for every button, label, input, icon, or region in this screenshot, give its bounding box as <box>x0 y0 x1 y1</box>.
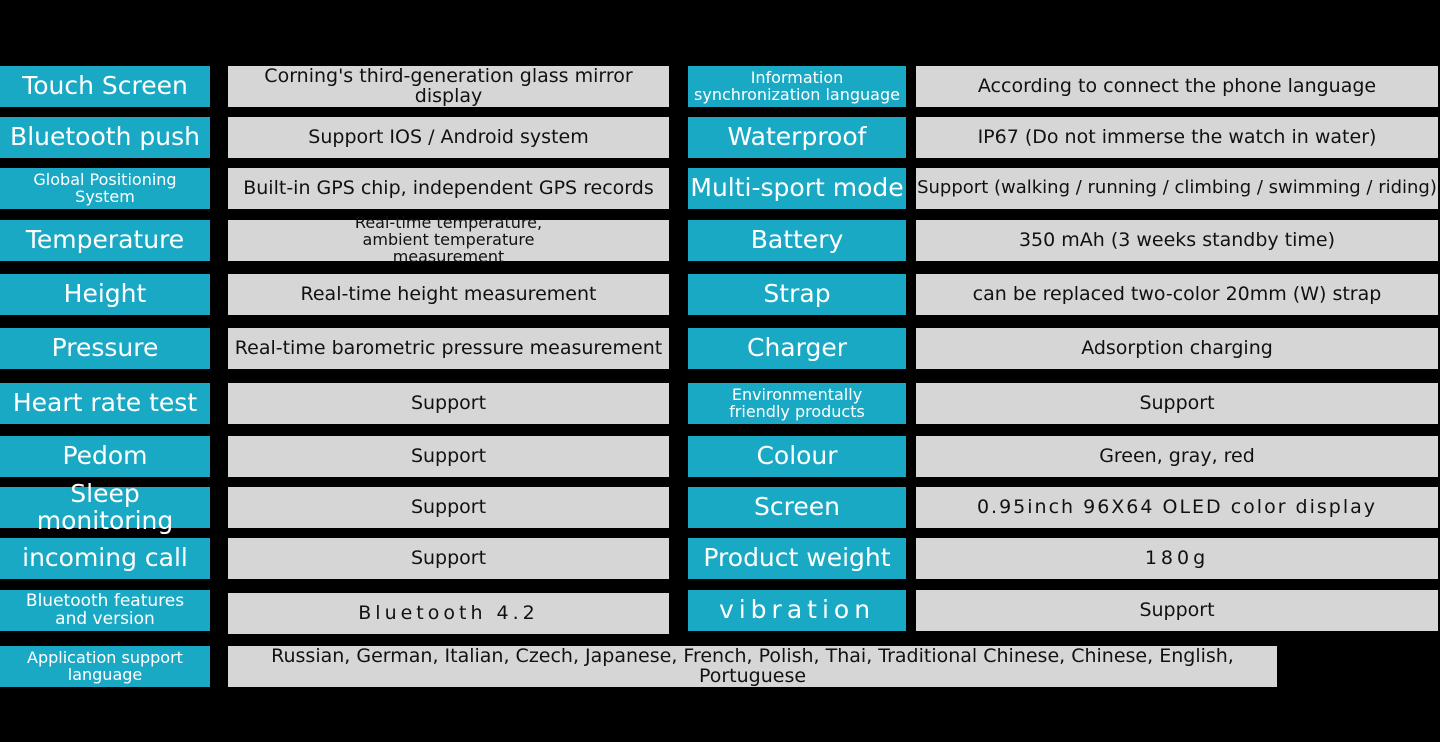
label-app-support-language: Application support language <box>0 646 210 687</box>
value-sleep-monitoring: Support <box>228 487 669 528</box>
label-waterproof: Waterproof <box>688 117 906 158</box>
value-colour: Green, gray, red <box>916 436 1438 477</box>
label-temperature: Temperature <box>0 220 210 261</box>
label-strap: Strap <box>688 274 906 315</box>
value-height: Real-time height measurement <box>228 274 669 315</box>
label-screen: Screen <box>688 487 906 528</box>
value-battery: 350 mAh (3 weeks standby time) <box>916 220 1438 261</box>
label-colour: Colour <box>688 436 906 477</box>
value-incoming-call: Support <box>228 538 669 579</box>
label-heart-rate-test: Heart rate test <box>0 383 210 424</box>
label-gps: Global Positioning System <box>0 168 210 209</box>
value-gps: Built-in GPS chip, independent GPS records <box>228 168 669 209</box>
label-eco-products: Environmentally friendly products <box>688 383 906 424</box>
value-vibration: Support <box>916 590 1438 631</box>
value-pedom: Support <box>228 436 669 477</box>
label-vibration: vibration <box>688 590 906 631</box>
label-height: Height <box>0 274 210 315</box>
value-bluetooth-push: Support IOS / Android system <box>228 117 669 158</box>
value-strap: can be replaced two-color 20mm (W) strap <box>916 274 1438 315</box>
label-pressure: Pressure <box>0 328 210 369</box>
label-bluetooth-features: Bluetooth features and version <box>0 590 210 631</box>
value-multi-sport-mode: Support (walking / running / climbing / swimming / riding) <box>916 168 1438 209</box>
value-bluetooth-features: Bluetooth 4.2 <box>228 593 669 634</box>
label-touch-screen: Touch Screen <box>0 66 210 107</box>
value-product-weight: 180g <box>916 538 1438 579</box>
value-heart-rate-test: Support <box>228 383 669 424</box>
value-waterproof: IP67 (Do not immerse the watch in water) <box>916 117 1438 158</box>
label-info-sync-language: Information synchronization language <box>688 66 906 107</box>
label-sleep-monitoring: Sleep monitoring <box>0 487 210 528</box>
label-product-weight: Product weight <box>688 538 906 579</box>
value-charger: Adsorption charging <box>916 328 1438 369</box>
label-bluetooth-push: Bluetooth push <box>0 117 210 158</box>
value-app-support-language: Russian, German, Italian, Czech, Japanese, French, Polish, Thai, Traditional Chinese, Chinese, English, Portuguese <box>228 646 1277 687</box>
label-incoming-call: incoming call <box>0 538 210 579</box>
label-pedom: Pedom <box>0 436 210 477</box>
value-screen: 0.95inch 96X64 OLED color display <box>916 487 1438 528</box>
value-eco-products: Support <box>916 383 1438 424</box>
label-battery: Battery <box>688 220 906 261</box>
value-pressure: Real-time barometric pressure measurement <box>228 328 669 369</box>
value-temperature: Real-time temperature, ambient temperature measurement <box>228 220 669 261</box>
label-multi-sport-mode: Multi-sport mode <box>688 168 906 209</box>
label-charger: Charger <box>688 328 906 369</box>
value-touch-screen: Corning's third-generation glass mirror display <box>228 66 669 107</box>
value-info-sync-language: According to connect the phone language <box>916 66 1438 107</box>
